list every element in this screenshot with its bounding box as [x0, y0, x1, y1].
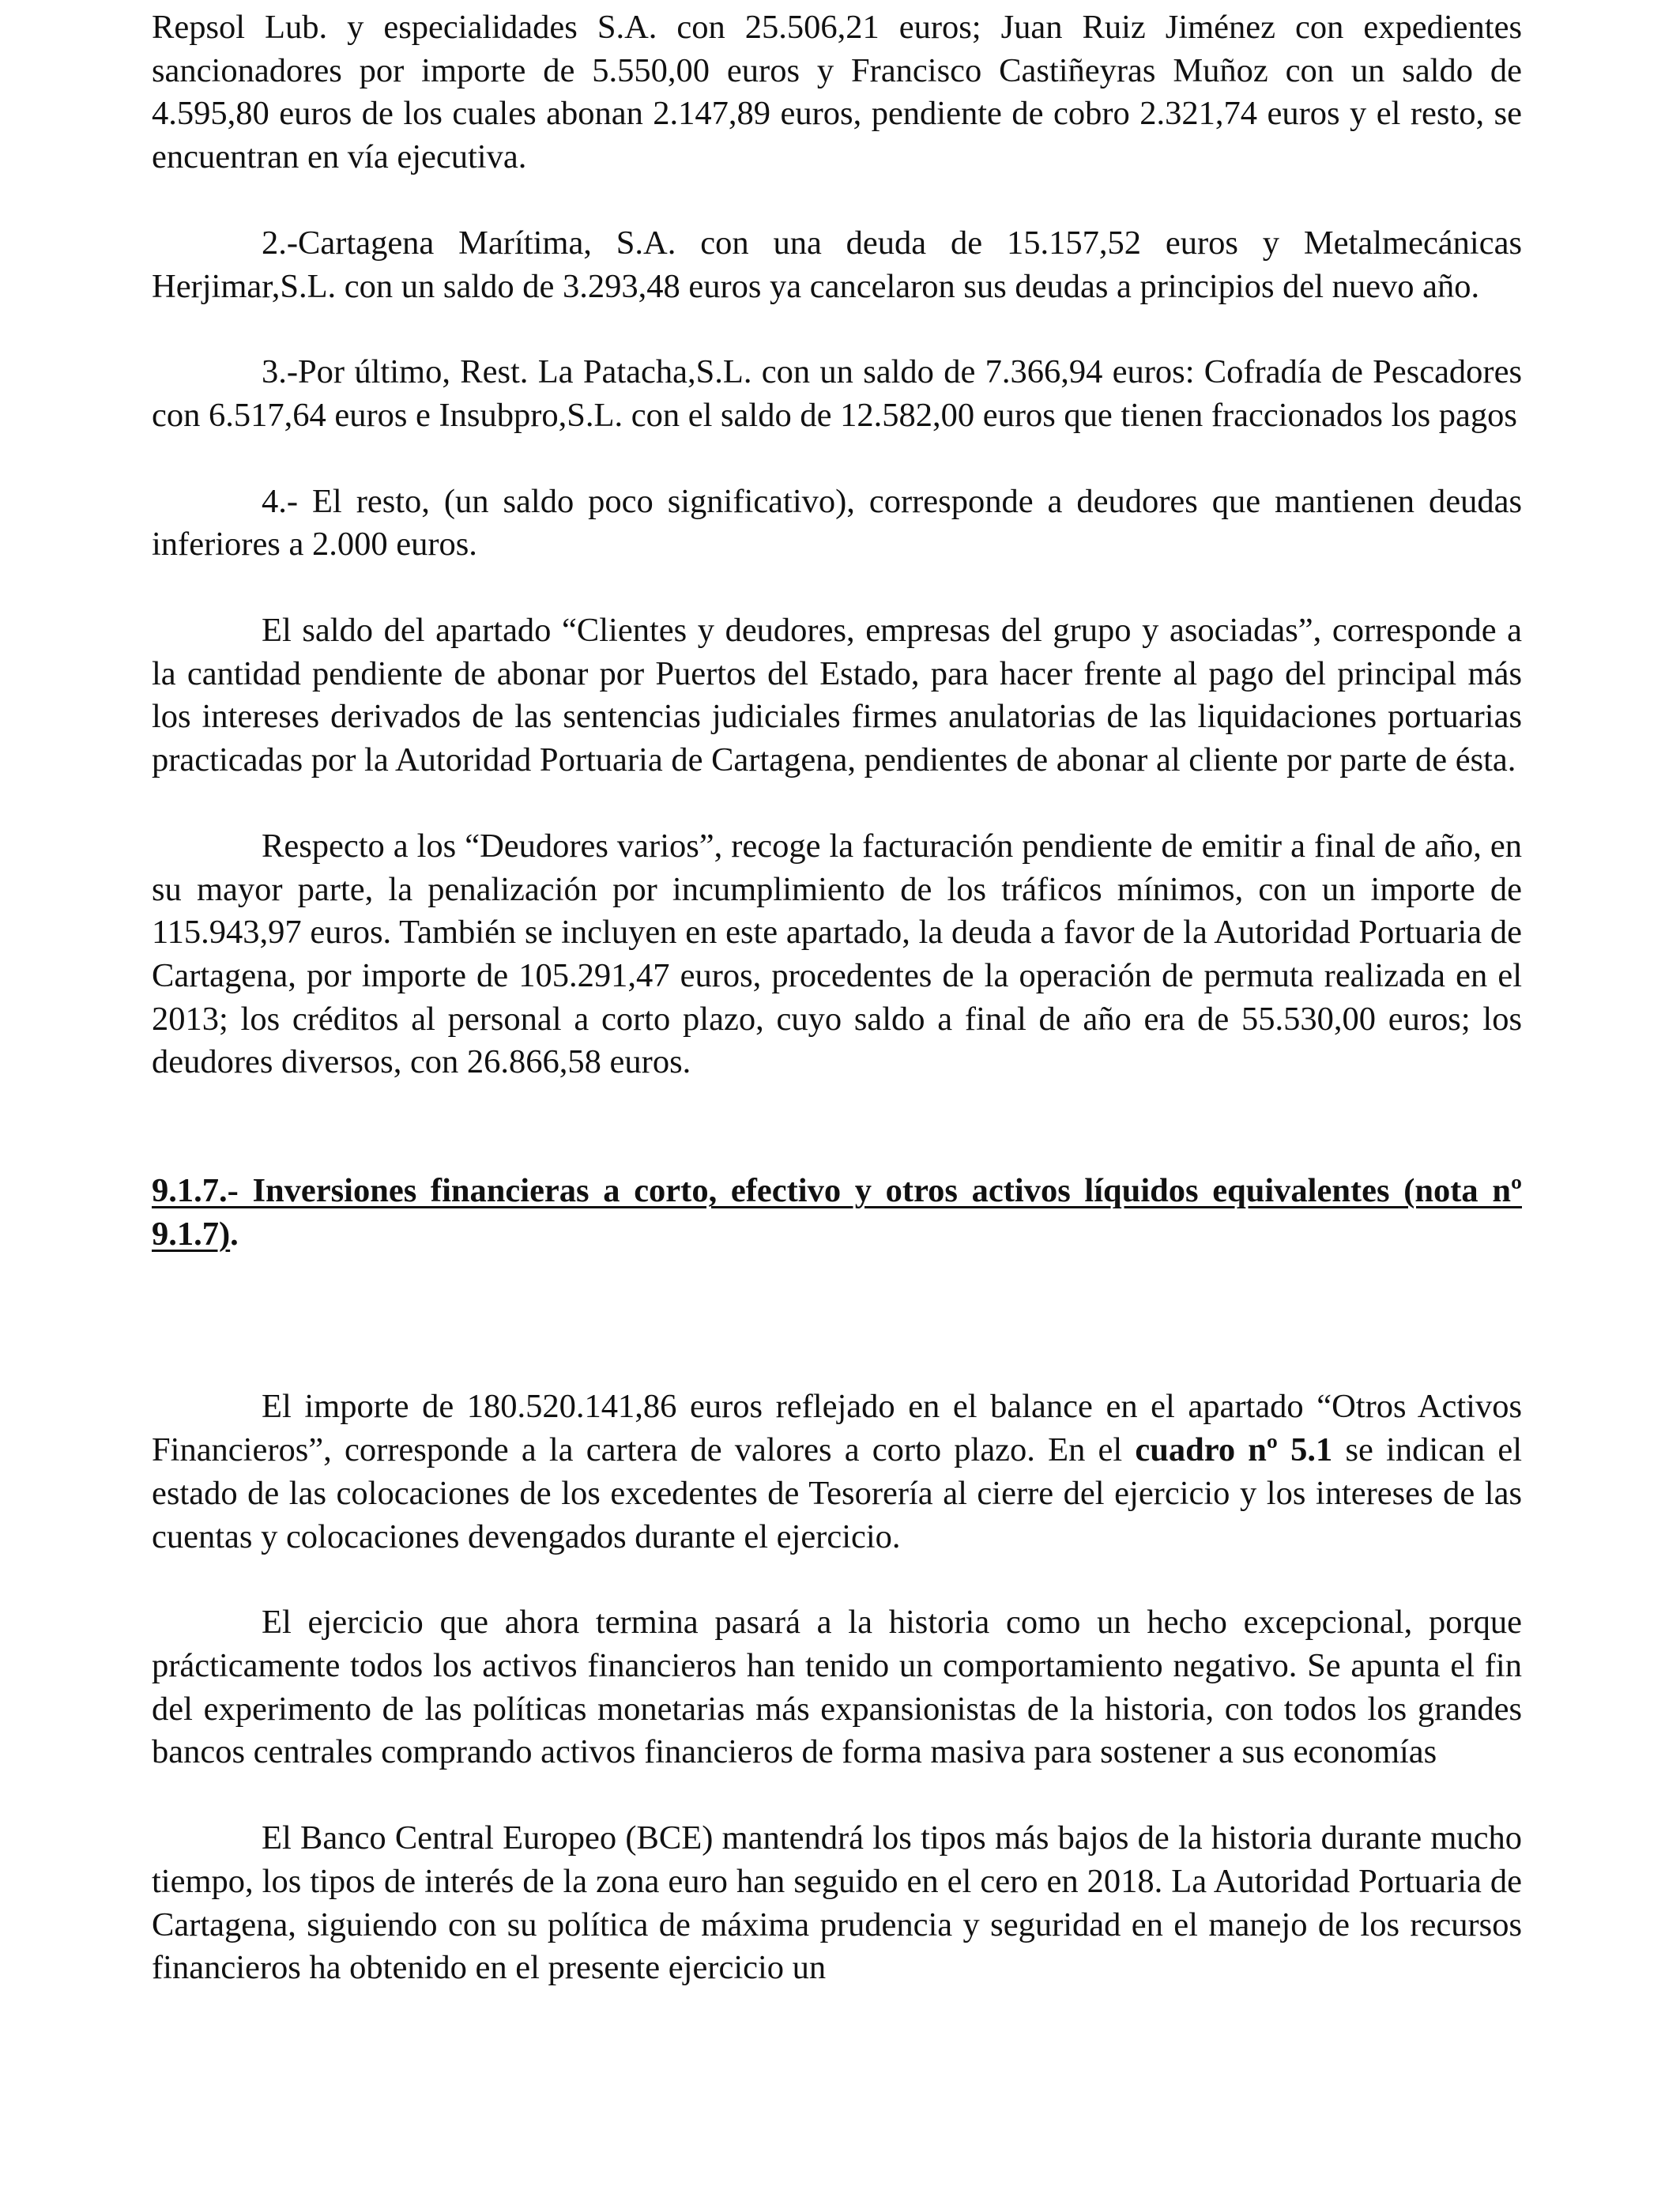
paragraph-debtors-list-3: 3.-Por último, Rest. La Patacha,S.L. con un saldo de 7.366,94 euros: Cofradía de Pescadores con 6.517,64 euros e Insubpro,S.L. con el saldo de 12.582,00 euros que tienen fraccionados los pagos	[152, 353, 1522, 434]
paragraph-group-clients: El saldo del apartado “Clientes y deudores, empresas del grupo y asociadas”, corresponde a la cantidad pendiente de abonar por Puertos del Estado, para hacer frente al pago del principal más los intereses derivados de las sentencias judiciales firmes anulatorias de las liquidaciones portuarias practicadas por la Autoridad Portuaria de Cartagena, pendientes de abonar al cliente por parte de ésta.	[152, 612, 1522, 779]
paragraph-various-debtors: Respecto a los “Deudores varios”, recoge la facturación pendiente de emitir a final de año, en su mayor parte, la penalización por incumplimiento de los tráficos mínimos, con un importe de 115.943,97 euros. También se incluyen en este apartado, la deuda a favor de la Autoridad Portuaria de Cartagena, por importe de 105.291,47 euros, procedentes de la operación de permuta realizada en el 2013; los créditos al personal a corto plazo, cuyo saldo a final de año era de 55.530,00 euros; los deudores diversos, con 26.866,58 euros.	[152, 827, 1522, 1081]
paragraph-ecb: El Banco Central Europeo (BCE) mantendrá los tipos más bajos de la historia durante mucho tiempo, los tipos de interés de la zona euro han seguido en el cero en 2018. La Autoridad Portuaria de Cartagena, siguiendo con su política de máxima prudencia y seguridad en el manejo de los recursos financieros ha obtenido en el presente ejercicio un	[152, 1819, 1522, 1987]
paragraph-fiscal-year: El ejercicio que ahora termina pasará a la historia como un hecho excepcional, porque prácticamente todos los activos financieros han tenido un comportamiento negativo. Se apunta el fin del experimento de las políticas monetarias más expansionistas de la historia, con todos los grandes bancos centrales comprando activos financieros de forma masiva para sostener a sus economías	[152, 1604, 1522, 1771]
paragraph-debtors-list-4: 4.- El resto, (un saldo poco significativo), corresponde a deudores que mantienen deudas inferiores a 2.000 euros.	[152, 482, 1522, 564]
paragraph-debtors-list-2: 2.-Cartagena Marítima, S.A. con una deuda de 15.157,52 euros y Metalmecánicas Herjimar,S.L. con un saldo de 3.293,48 euros ya cancelaron sus deudas a principios del nuevo año.	[152, 224, 1522, 305]
section-heading	[152, 1170, 1522, 1256]
section-heading-text: 9.1.7.- Inversiones financieras a corto, efectivo y otros activos líquidos equivalentes (nota nº 9.1.7)	[152, 1172, 1522, 1253]
table-reference: cuadro nº 5.1	[1135, 1431, 1333, 1469]
paragraph-financial-assets	[152, 1385, 1522, 1559]
paragraph-financial-assets-part1: El importe de 180.520.141,86 euros reflejado en el balance en el apartado “Otros Activos Financieros”, corresponde a la cartera de valores a corto plazo. En el	[152, 1388, 1522, 1469]
document-page	[152, 6, 1522, 1990]
section-heading-suffix: .	[230, 1215, 239, 1253]
paragraph-financial-assets-part2: se indican el estado de las colocaciones de los excedentes de Tesorería al cierre del ejercicio y los intereses de las cuentas y colocaciones devengados durante el ejercicio.	[152, 1431, 1523, 1555]
paragraph-debtors-list-1: Repsol Lub. y especialidades S.A. con 25.506,21 euros; Juan Ruiz Jiménez con expedientes sancionadores por importe de 5.550,00 euros y Francisco Castiñeyras Muñoz con un saldo de 4.595,80 euros de los cuales abonan 2.147,89 euros, pendiente de cobro 2.321,74 euros y el resto, se encuentran en vía ejecutiva.	[152, 9, 1522, 176]
